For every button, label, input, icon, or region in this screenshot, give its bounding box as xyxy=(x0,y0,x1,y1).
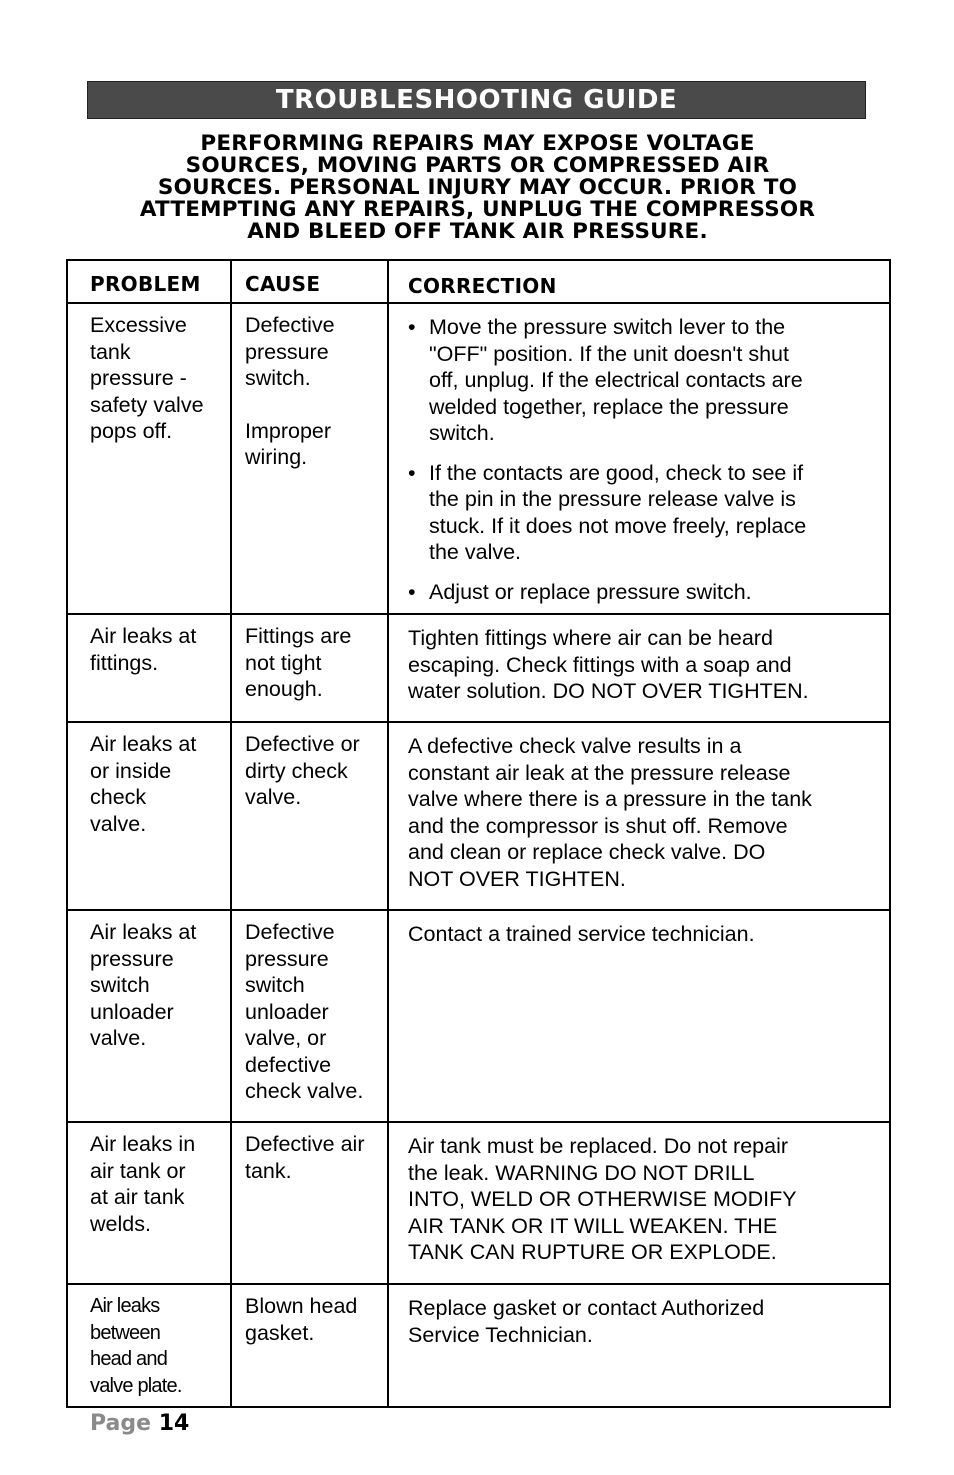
problem-line: tank xyxy=(90,339,131,364)
correction-line: INTO, WELD OR OTHERWISE MODIFY xyxy=(408,1187,797,1211)
problem-line: pops off. xyxy=(90,419,173,443)
problem-line: pressure - xyxy=(90,366,187,390)
problem-cell xyxy=(67,910,231,1122)
cause-line: unloader xyxy=(245,999,329,1024)
correction-line: TANK CAN RUPTURE OR EXPLODE. xyxy=(408,1240,777,1264)
problem-line: or inside xyxy=(90,758,172,783)
correction-line: constant air leak at the pressure release xyxy=(408,760,791,785)
correction-cell xyxy=(388,1284,890,1407)
table-row xyxy=(67,1122,890,1284)
table-row xyxy=(67,303,890,614)
correction-line: the valve. xyxy=(429,540,522,564)
cause-line: Blown head xyxy=(245,1294,358,1318)
cause-line: tank. xyxy=(245,1158,292,1183)
bullet-icon: • xyxy=(408,315,416,339)
cause-line: enough. xyxy=(245,677,323,701)
correction-line: valve where there is a pressure in the tank xyxy=(408,787,812,811)
cause-line: Defective xyxy=(245,920,335,944)
warning-line: PERFORMING REPAIRS MAY EXPOSE VOLTAGE xyxy=(200,131,755,156)
bullet-icon: • xyxy=(408,579,416,604)
cause-cell xyxy=(231,1122,388,1284)
correction-line: AIR TANK OR IT WILL WEAKEN. THE xyxy=(408,1213,778,1238)
problem-cell xyxy=(67,614,231,722)
problem-line: between xyxy=(90,1321,161,1344)
correction-line: A defective check valve results in a xyxy=(408,734,742,758)
correction-line: the pin in the pressure release valve is xyxy=(429,487,796,511)
correction-line: Move the pressure switch lever to the xyxy=(429,315,786,339)
page-title: TROUBLESHOOTING GUIDE xyxy=(87,81,866,119)
problem-line: valve plate. xyxy=(90,1374,182,1397)
header-cause: CAUSE xyxy=(231,260,388,303)
correction-cell xyxy=(388,910,890,1122)
cause-line: Fittings are xyxy=(245,624,352,648)
table-row xyxy=(67,614,890,722)
problem-cell xyxy=(67,303,231,614)
problem-line: Excessive xyxy=(90,313,187,337)
correction-line: water solution. DO NOT OVER TIGHTEN. xyxy=(408,679,809,703)
problem-line: unloader xyxy=(90,999,174,1024)
correction-line: welded together, replace the pressure xyxy=(429,394,789,419)
cause-line: valve, or xyxy=(245,1026,327,1050)
correction-line: the leak. WARNING DO NOT DRILL xyxy=(408,1160,755,1185)
problem-line: pressure xyxy=(90,946,174,971)
correction-line: and clean or replace check valve. DO xyxy=(408,840,766,864)
correction-line: stuck. If it does not move freely, replace xyxy=(429,513,807,538)
correction-line: Contact a trained service technician. xyxy=(408,922,755,946)
cause-line: pressure xyxy=(245,339,329,364)
cause-line: Defective or xyxy=(245,732,360,756)
header-problem: PROBLEM xyxy=(67,260,231,303)
cause-line: not tight xyxy=(245,650,322,675)
correction-cell xyxy=(388,722,890,910)
table-header-row xyxy=(67,260,890,303)
problem-line: Air leaks in xyxy=(90,1132,196,1156)
troubleshooting-table xyxy=(66,259,891,1408)
correction-line: Tighten fittings where air can be heard xyxy=(408,626,773,650)
cause-line: check valve. xyxy=(245,1079,364,1103)
cause-line: Improper xyxy=(245,418,332,443)
problem-line: welds. xyxy=(90,1211,151,1236)
problem-line: valve. xyxy=(90,811,147,836)
table-row xyxy=(67,1284,890,1407)
cause-line: Defective xyxy=(245,313,335,337)
safety-warning xyxy=(80,133,875,243)
cause-line: gasket. xyxy=(245,1320,315,1345)
cause-line: dirty check xyxy=(245,758,348,783)
list-item xyxy=(408,579,881,606)
cause-line: pressure xyxy=(245,946,329,971)
warning-line: AND BLEED OFF TANK AIR PRESSURE. xyxy=(247,219,708,244)
list-item xyxy=(408,460,881,566)
correction-line: and the compressor is shut off. Remove xyxy=(408,813,788,838)
problem-line: Air leaks at xyxy=(90,624,197,648)
correction-list xyxy=(408,314,881,605)
problem-line: check xyxy=(90,785,147,809)
correction-line: Adjust or replace pressure switch. xyxy=(429,579,752,604)
correction-line: "OFF" position. If the unit doesn't shut xyxy=(429,341,789,366)
problem-line: valve. xyxy=(90,1026,147,1050)
correction-line: Service Technician. xyxy=(408,1322,593,1347)
list-item xyxy=(408,314,881,447)
correction-line: If the contacts are good, check to see if xyxy=(429,460,804,485)
problem-line: head and xyxy=(90,1348,168,1370)
header-correction: CORRECTION xyxy=(388,260,890,303)
page-number xyxy=(90,1411,189,1436)
problem-line: Air leaks xyxy=(90,1295,160,1317)
table-row xyxy=(67,722,890,910)
problem-line: safety valve xyxy=(90,392,204,417)
correction-cell xyxy=(388,1122,890,1284)
cause-cell xyxy=(231,614,388,722)
cause-line: switch xyxy=(245,973,305,997)
problem-line: air tank or xyxy=(90,1158,186,1183)
problem-cell xyxy=(67,1122,231,1284)
bullet-icon: • xyxy=(408,460,416,485)
cause-line: valve. xyxy=(245,785,302,809)
correction-line: Replace gasket or contact Authorized xyxy=(408,1296,765,1320)
warning-line: SOURCES. PERSONAL INJURY MAY OCCUR. PRIOR TO xyxy=(157,175,798,200)
problem-line: at air tank xyxy=(90,1185,185,1209)
problem-line: fittings. xyxy=(90,650,159,675)
correction-line: Air tank must be replaced. Do not repair xyxy=(408,1134,789,1158)
cause-cell xyxy=(231,303,388,614)
table-row xyxy=(67,910,890,1122)
correction-line: off, unplug. If the electrical contacts are xyxy=(429,368,803,392)
cause-cell xyxy=(231,910,388,1122)
cause-cell xyxy=(231,722,388,910)
problem-line: Air leaks at xyxy=(90,732,197,756)
page-label: Page xyxy=(90,1411,152,1436)
problem-cell xyxy=(67,722,231,910)
cause-line: Defective air xyxy=(245,1132,365,1156)
cause-cell xyxy=(231,1284,388,1407)
page-number-value: 14 xyxy=(158,1411,190,1436)
cause-line: defective xyxy=(245,1052,332,1077)
cause-line: switch. xyxy=(245,366,311,390)
cause-line: wiring. xyxy=(245,445,308,469)
problem-cell xyxy=(67,1284,231,1407)
correction-cell xyxy=(388,303,890,614)
correction-cell xyxy=(388,614,890,722)
correction-line: NOT OVER TIGHTEN. xyxy=(408,866,626,891)
warning-line: SOURCES, MOVING PARTS OR COMPRESSED AIR xyxy=(185,153,770,178)
correction-line: switch. xyxy=(429,421,495,445)
warning-line: ATTEMPTING ANY REPAIRS, UNPLUG THE COMPRESSOR xyxy=(139,197,816,222)
problem-line: Air leaks at xyxy=(90,920,197,944)
problem-line: switch xyxy=(90,973,150,997)
correction-line: escaping. Check fittings with a soap and xyxy=(408,652,792,677)
